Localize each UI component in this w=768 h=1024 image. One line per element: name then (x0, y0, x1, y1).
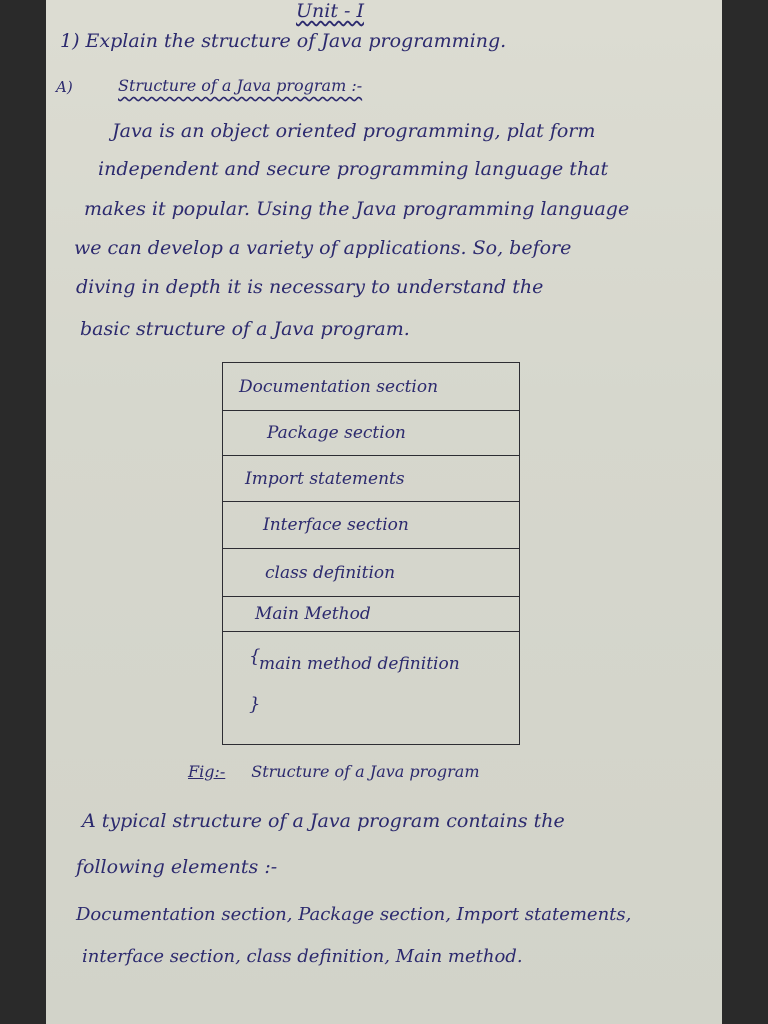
diagram-row-main-method: Main Method (223, 597, 519, 632)
java-structure-diagram (222, 362, 520, 745)
diagram-row-import: Import statements (223, 456, 519, 502)
paragraph-line: makes it popular. Using the Java programming language (84, 198, 630, 220)
figure-label: Fig:- (188, 762, 226, 781)
figure-caption (188, 762, 480, 781)
diagram-row-main-method-definition (223, 632, 519, 742)
text-line: A typical structure of a Java program contains the (82, 810, 565, 832)
notebook-page (46, 0, 722, 1024)
text-line: Documentation section, Package section, Import statements, (76, 904, 632, 925)
close-brace: } (249, 694, 261, 715)
figure-caption-text: Structure of a Java program (251, 762, 480, 781)
paragraph-line: independent and secure programming language that (98, 158, 609, 180)
text-line: following elements :- (76, 856, 278, 878)
question-text: 1) Explain the structure of Java programming. (60, 30, 507, 52)
paragraph-line: we can develop a variety of applications. So, before (74, 237, 572, 259)
page-title: Unit - I (296, 0, 364, 22)
text-line: interface section, class definition, Main method. (82, 946, 523, 967)
section-heading: Structure of a Java program :- (118, 76, 363, 95)
diagram-row-documentation: Documentation section (223, 363, 519, 411)
diagram-row-class: class definition (223, 549, 519, 597)
answer-marker: A) (56, 78, 73, 96)
main-method-definition-text: main method definition (259, 654, 460, 674)
paragraph-line: diving in depth it is necessary to understand the (76, 276, 544, 298)
open-brace: { (249, 646, 261, 667)
paragraph-line: basic structure of a Java program. (80, 318, 410, 340)
diagram-row-interface: Interface section (223, 502, 519, 549)
paragraph-line: Java is an object oriented programming, plat form (112, 120, 596, 142)
diagram-row-package: Package section (223, 411, 519, 456)
